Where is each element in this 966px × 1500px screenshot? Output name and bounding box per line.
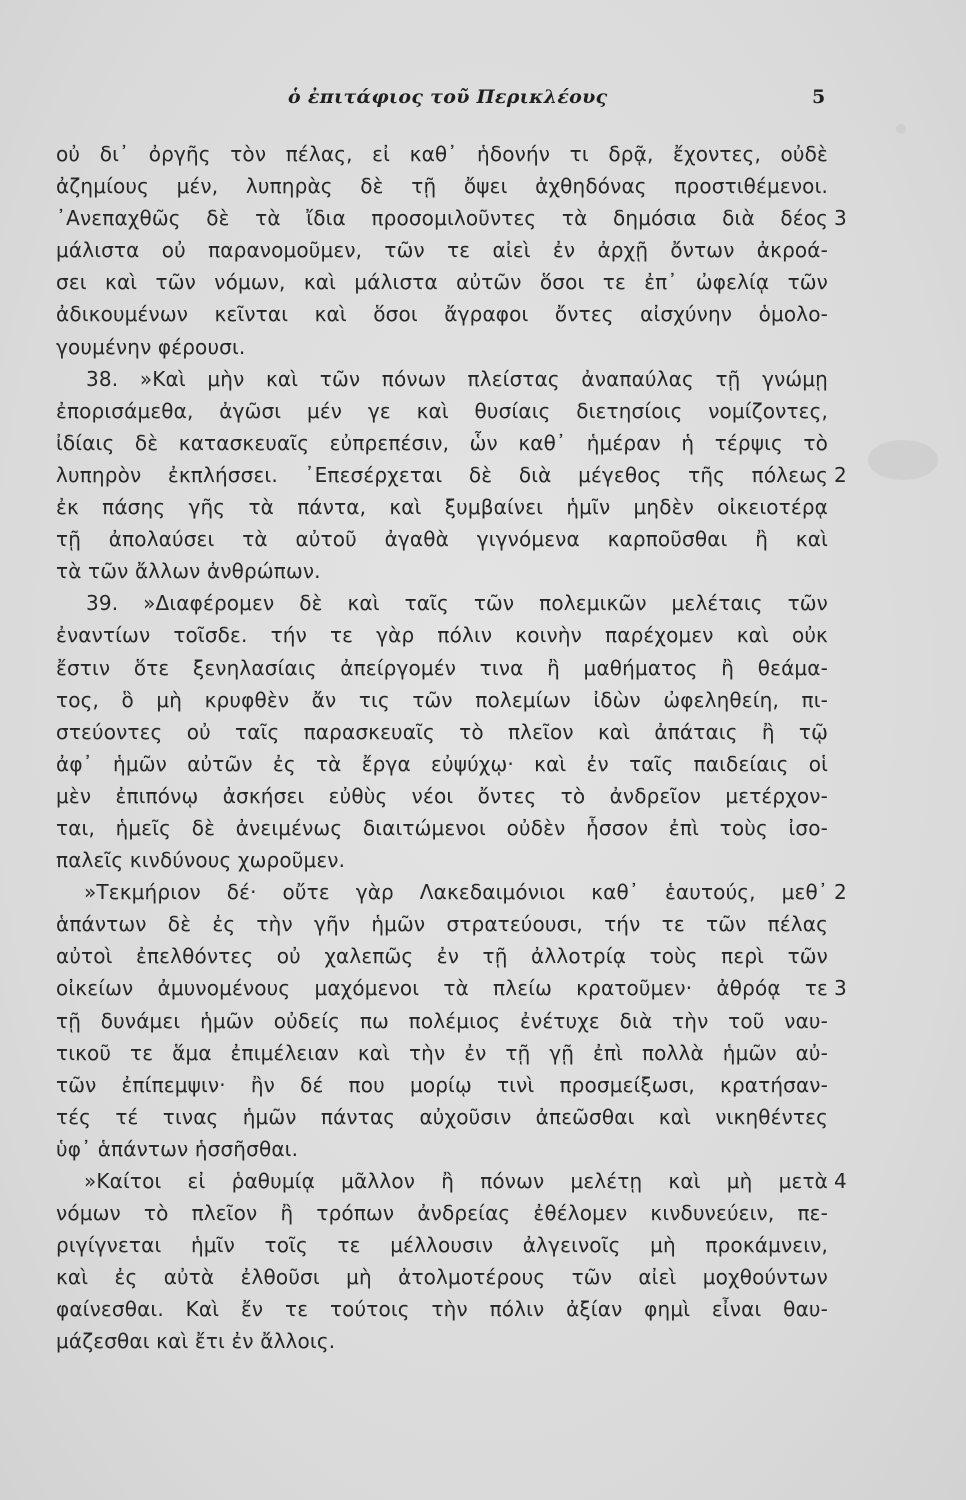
text-line: τῶν ἐπίπεμψιν· ἢν δέ που μορίῳ τινὶ προσμείξωσι, κρατήσαν- [56, 1072, 828, 1097]
margin-number: 3 [834, 206, 847, 230]
text-line: τῇ δυνάμει ἡμῶν οὐδείς πω πολέμιος ἐνέτυχε διὰ τὴν τοῦ ναυ- [56, 1008, 828, 1033]
text-line: ἐναντίων τοῖσδε. τήν τε γὰρ πόλιν κοινὴν παρέχομεν καὶ οὐκ [56, 623, 828, 648]
text-line: ἀζημίους μέν, λυπηρὰς δὲ τῇ ὄψει ἀχθηδόνας προστιθέμενοι. [56, 174, 828, 199]
margin-number: 4 [834, 1169, 847, 1193]
text-line: ἰδίαις δὲ κατασκευαῖς εὐπρεπέσιν, ὧν καθ᾽ ἡμέραν ἡ τέρψις τὸ [56, 430, 828, 455]
text-line: τές τέ τινας ἡμῶν πάντας αὐχοῦσιν ἀπεῶσθαι καὶ νικηθέντες [56, 1104, 828, 1129]
text-line: ὑφ᾽ ἁπάντων ἡσσῆσθαι. [56, 1136, 299, 1161]
text-line: ἐπορισάμεθα, ἀγῶσι μέν γε καὶ θυσίαις διετησίοις νομίζοντες, [56, 398, 828, 423]
text-line: οὐ δι᾽ ὀργῆς τὸν πέλας, εἰ καθ᾽ ἡδονήν τι δρᾷ, ἔχοντες, οὐδὲ [56, 142, 828, 166]
text-line: γουμένην φέρουσι. [56, 334, 246, 359]
text-line: τικοῦ τε ἅμα ἐπιμέλειαν καὶ τὴν ἐν τῇ γῇ ἐπὶ πολλὰ ἡμῶν αὐ- [56, 1040, 828, 1065]
text-line: ᾽Ανεπαχθῶς δὲ τὰ ἴδια προσομιλοῦντες τὰ δημόσια διὰ δέος [56, 206, 828, 231]
text-line: ἀδικουμένων κεῖνται καὶ ὅσοι ἄγραφοι ὄντες αἰσχύνην ὁμολο- [56, 302, 828, 327]
page-speck [896, 124, 906, 134]
page-number: 5 [812, 86, 826, 108]
margin-number: 2 [834, 880, 847, 904]
page-header [0, 86, 966, 116]
text-line: μὲν ἐπιπόνῳ ἀσκήσει εὐθὺς νέοι ὄντες τὸ ἀνδρεῖον μετέρχον- [56, 783, 828, 808]
running-title: ὁ ἐπιτάφιος τοῦ Περικλέους [288, 86, 608, 108]
text-line: ριγίγνεται ἡμῖν τοῖς τε μέλλουσιν ἀλγεινοῖς μὴ προκάμνειν, [56, 1233, 828, 1258]
text-line: στεύοντες οὐ ταῖς παρασκευαῖς τὸ πλεῖον καὶ ἀπάταις ἢ τῷ [56, 719, 828, 744]
text-line: ἀφ᾽ ἡμῶν αὐτῶν ἐς τὰ ἔργα εὐψύχῳ· καὶ ἐν ταῖς παιδείαις οἱ [56, 751, 828, 776]
text-line: σει καὶ τῶν νόμων, καὶ μάλιστα αὐτῶν ὅσοι τε ἐπ᾽ ὠφελίᾳ τῶν [56, 270, 828, 295]
text-line: 39. »Διαφέρομεν δὲ καὶ ταῖς τῶν πολεμικῶν μελέταις τῶν [86, 591, 828, 616]
text-line: μάζεσθαι καὶ ἔτι ἐν ἄλλοις. [56, 1329, 336, 1354]
text-line: λυπηρὸν ἐκπλήσσει. ᾽Επεσέρχεται δὲ διὰ μέγεθος τῆς πόλεως [56, 462, 828, 487]
text-line: παλεῖς κινδύνους χωροῦμεν. [56, 848, 346, 873]
text-line: ἁπάντων δὲ ἐς τὴν γῆν ἡμῶν στρατεύουσι, τήν τε τῶν πέλας [56, 912, 828, 937]
text-line: τὰ τῶν ἄλλων ἀνθρώπων. [56, 559, 321, 584]
text-line: »Καίτοι εἰ ῥαθυμίᾳ μᾶλλον ἢ πόνων μελέτῃ καὶ μὴ μετὰ [84, 1169, 828, 1193]
text-line: αὐτοὶ ἐπελθόντες οὐ χαλεπῶς ἐν τῇ ἀλλοτρίᾳ τοὺς περὶ τῶν [56, 944, 828, 969]
text-line: μάλιστα οὐ παρανομοῦμεν, τῶν τε αἰεὶ ἐν ἀρχῇ ὄντων ἀκροά- [56, 238, 828, 263]
page-smudge [868, 440, 938, 480]
text-line: ἐκ πάσης γῆς τὰ πάντα, καὶ ξυμβαίνει ἡμῖν μηδὲν οἰκειοτέρᾳ [56, 495, 828, 520]
text-line: ἔστιν ὅτε ξενηλασίαις ἀπείργομέν τινα ἢ μαθήματος ἢ θεάμα- [56, 655, 828, 680]
text-line: 38. »Καὶ μὴν καὶ τῶν πόνων πλείστας ἀναπαύλας τῇ γνώμῃ [86, 366, 828, 391]
text-line: νόμων τὸ πλεῖον ἢ τρόπων ἀνδρείας ἐθέλομεν κινδυνεύειν, πε- [56, 1201, 828, 1226]
text-line: τῇ ἀπολαύσει τὰ αὐτοῦ ἀγαθὰ γιγνόμενα καρποῦσθαι ἢ καὶ [56, 527, 828, 552]
text-line: τος, ὃ μὴ κρυφθὲν ἄν τις τῶν πολεμίων ἰδὼν ὠφεληθείη, πι- [56, 687, 828, 712]
text-line: φαίνεσθαι. Καὶ ἔν τε τούτοις τὴν πόλιν ἀξίαν φημὶ εἶναι θαυ- [56, 1297, 828, 1322]
margin-number: 3 [834, 976, 847, 1000]
text-line: ται, ἡμεῖς δὲ ἀνειμένως διαιτώμενοι οὐδὲν ἧσσον ἐπὶ τοὺς ἰσο- [56, 815, 828, 840]
text-line: »Τεκμήριον δέ· οὔτε γὰρ Λακεδαιμόνιοι καθ᾽ ἑαυτούς, μεθ᾽ [84, 880, 828, 905]
text-line: καὶ ἐς αὐτὰ ἐλθοῦσι μὴ ἀτολμοτέρους τῶν αἰεὶ μοχθούντων [56, 1265, 828, 1290]
margin-number: 2 [834, 463, 847, 487]
body-text [56, 138, 828, 1358]
text-line: οἰκείων ἀμυνομένους μαχόμενοι τὰ πλείω κρατοῦμεν· ἀθρόᾳ τε [56, 976, 828, 1001]
